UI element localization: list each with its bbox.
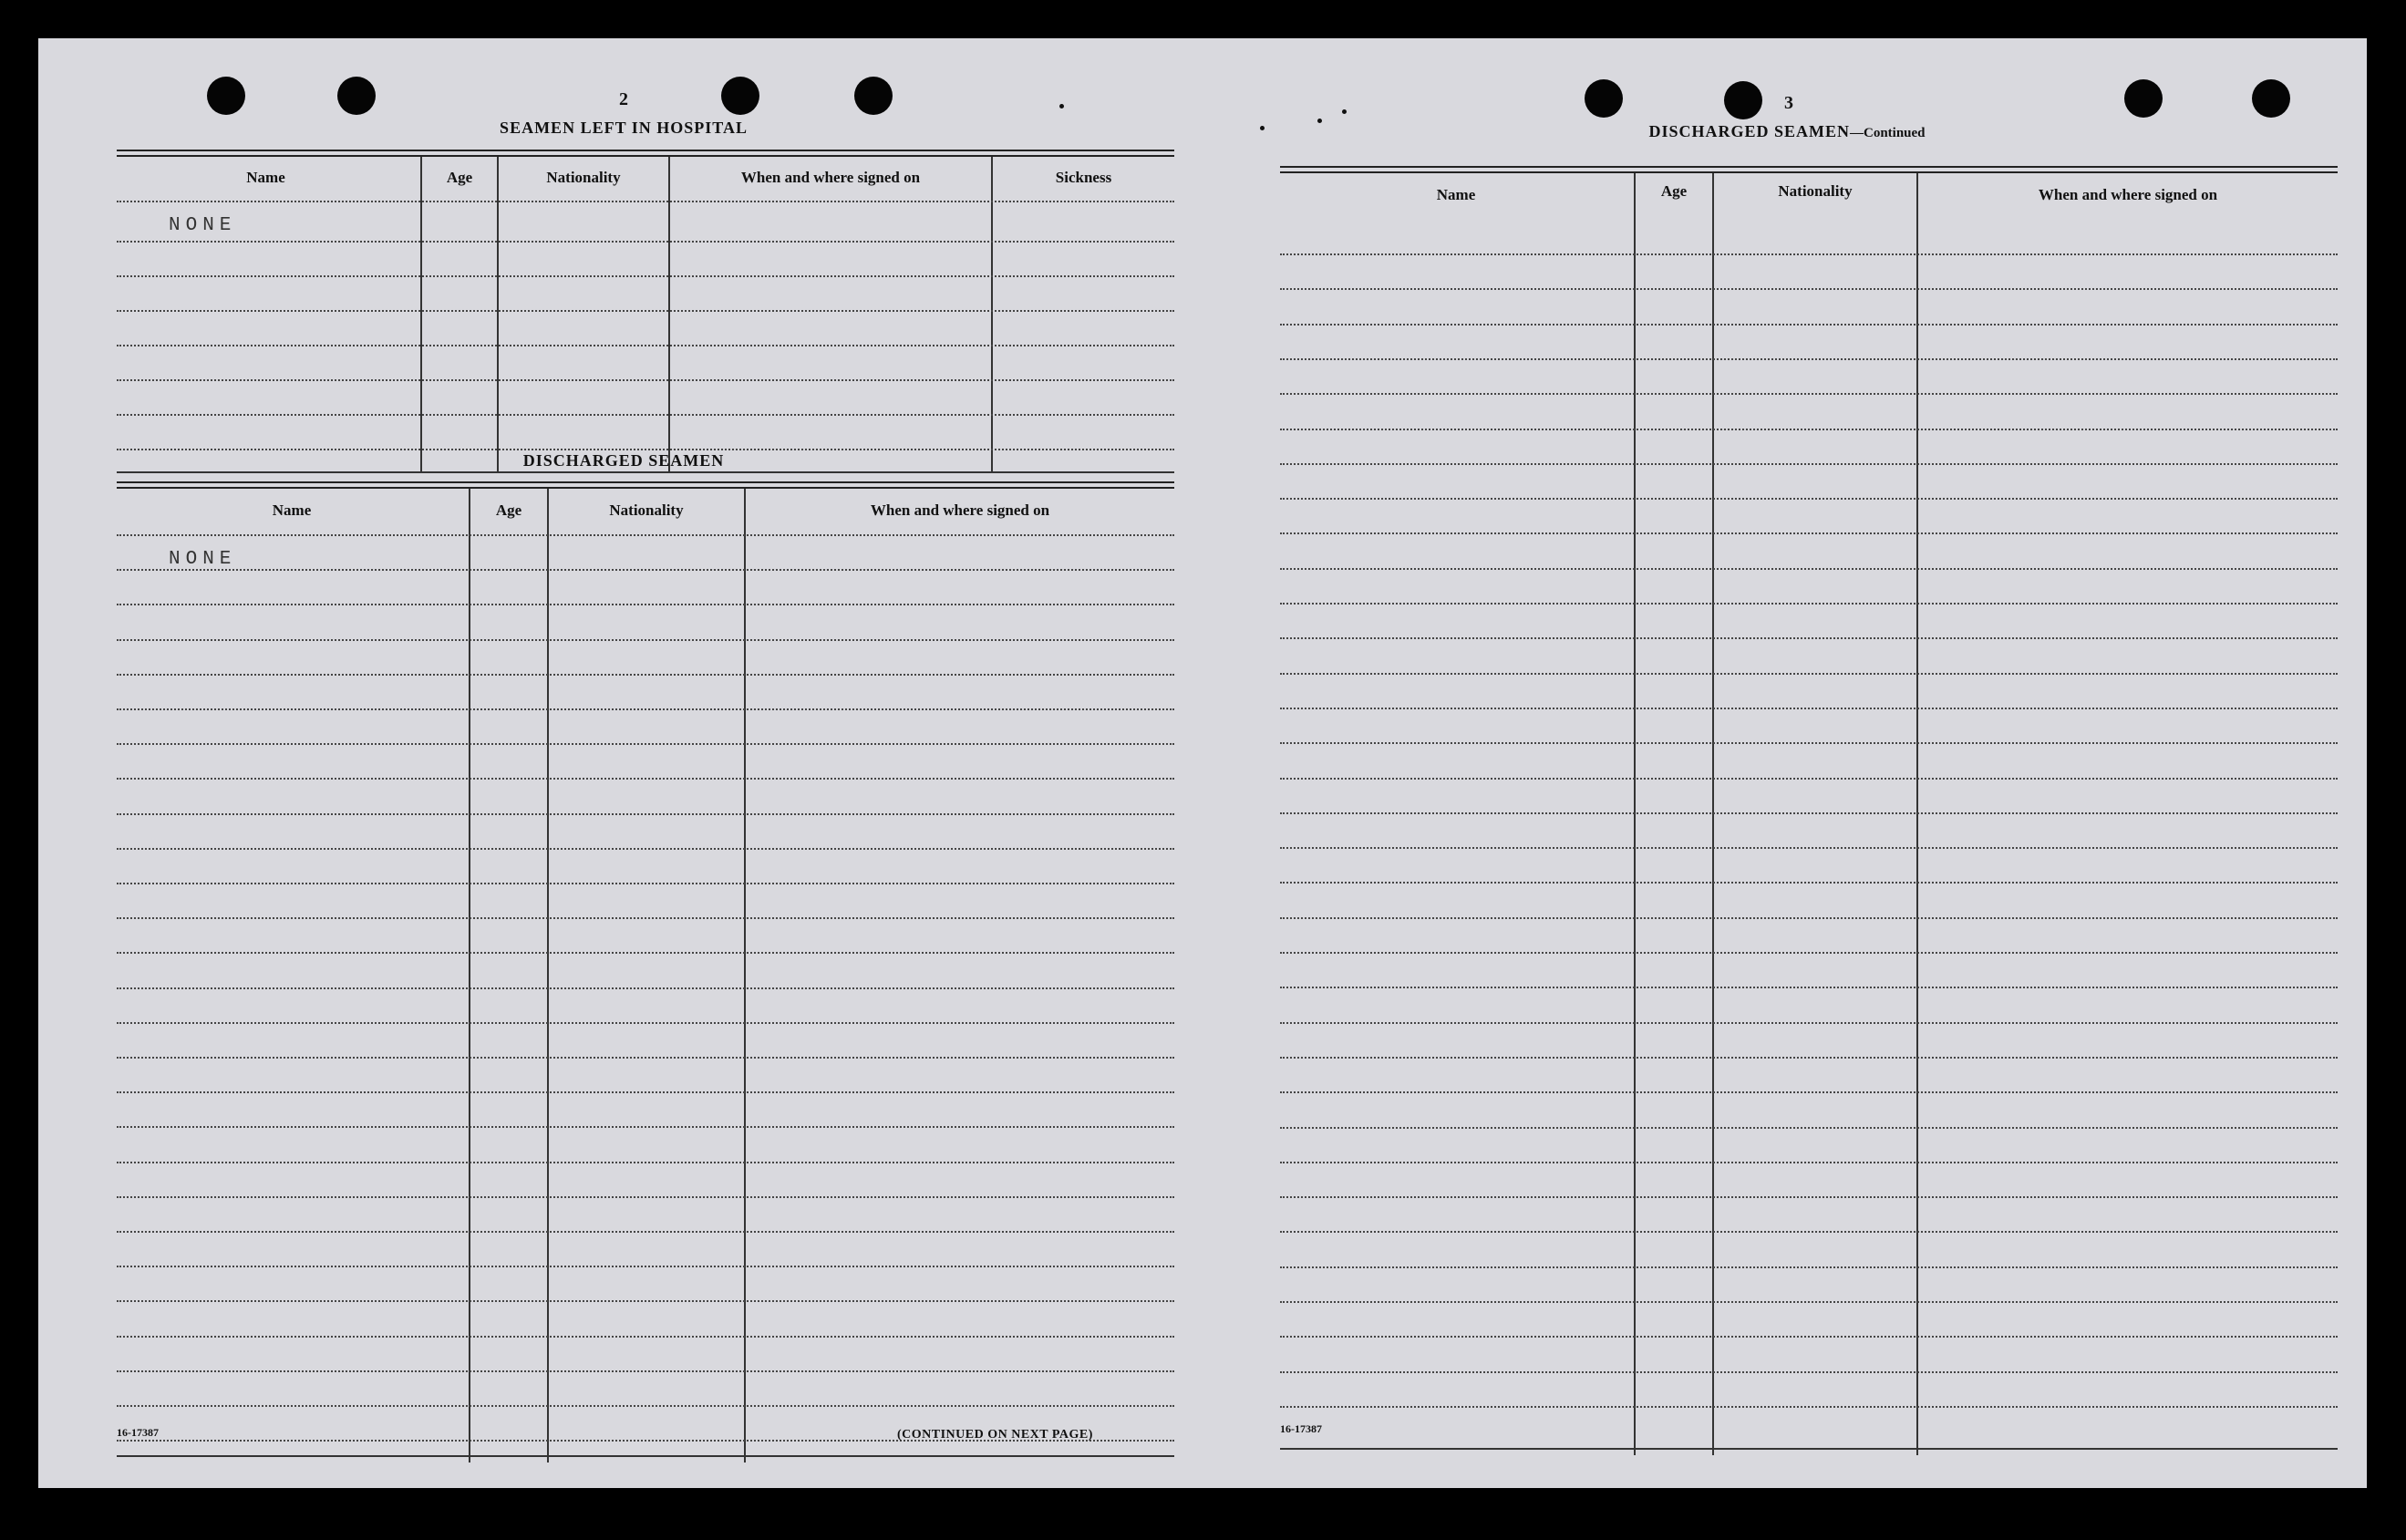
table-row-line <box>1280 1022 2338 1024</box>
table-row-line <box>117 1196 1174 1198</box>
col-header-age: Age <box>495 501 522 519</box>
table-row-line <box>1280 637 2338 639</box>
column-divider <box>1916 173 1918 1455</box>
table-row-line <box>1280 1127 2338 1129</box>
table-row-line <box>1280 812 2338 814</box>
table-bottom-line <box>117 1455 1174 1457</box>
table-row-line <box>1280 253 2338 255</box>
column-divider <box>547 489 549 1462</box>
table-row-line <box>1280 778 2338 780</box>
table-row-line <box>117 310 1174 312</box>
col-header-nationality: Nationality <box>546 169 621 186</box>
table-row-line <box>117 1126 1174 1128</box>
table-row-line <box>117 987 1174 989</box>
table-row-line <box>117 813 1174 815</box>
right-top-rule <box>1280 166 2338 168</box>
table-row-line <box>117 708 1174 710</box>
table-row-line <box>117 1091 1174 1093</box>
table-row-line <box>1280 463 2338 465</box>
table-row-line <box>117 1336 1174 1338</box>
page-number-right: 3 <box>1784 93 1793 113</box>
discharged-section-title: DISCHARGED SEAMEN <box>522 451 725 470</box>
table-row-line <box>117 345 1174 346</box>
column-divider <box>420 157 422 471</box>
discharged-continued-title <box>1648 122 1925 141</box>
table-row-line <box>117 414 1174 416</box>
col-header-nationality: Nationality <box>609 501 684 519</box>
hospital-top-rule <box>117 150 1174 151</box>
table-row-line <box>1280 358 2338 360</box>
table-row-line <box>117 674 1174 676</box>
form-number-right: 16-17387 <box>1280 1422 1322 1435</box>
table-row-line <box>1280 532 2338 534</box>
col-header-name: Name <box>272 501 312 519</box>
table-row-line <box>1280 603 2338 605</box>
table-bottom-line <box>117 471 1174 473</box>
col-header-age: Age <box>446 169 473 186</box>
punch-hole <box>2124 79 2163 118</box>
table-row-line <box>117 449 1174 450</box>
table-row-line <box>1280 742 2338 744</box>
table-row-line <box>1280 498 2338 500</box>
table-row-line <box>1280 1406 2338 1408</box>
punch-hole <box>2252 79 2290 118</box>
table-row-line <box>117 241 1174 243</box>
table-row-line <box>117 534 1174 536</box>
table-row-line <box>117 1266 1174 1267</box>
table-row-line <box>1280 324 2338 326</box>
table-row-line <box>1280 1162 2338 1163</box>
table-row-line <box>1280 1057 2338 1059</box>
title-main: DISCHARGED SEAMEN <box>1648 122 1850 140</box>
title-suffix: —Continued <box>1850 126 1926 140</box>
page-number-left: 2 <box>619 89 628 109</box>
col-header-nationality: Nationality <box>1778 182 1853 200</box>
col-header-name: Name <box>1436 186 1476 203</box>
ink-speck <box>1260 126 1265 130</box>
table-row-line <box>117 1405 1174 1407</box>
table-row-line <box>1280 847 2338 849</box>
discharged-top-rule <box>117 487 1174 489</box>
table-row-line <box>1280 1091 2338 1093</box>
punch-hole <box>854 77 893 115</box>
table-row-line <box>1280 1301 2338 1303</box>
hospital-entry-text: NONE <box>169 215 237 236</box>
column-divider <box>1634 173 1636 1455</box>
punch-hole <box>1585 79 1623 118</box>
table-row-line <box>117 952 1174 954</box>
ink-speck <box>1059 104 1064 109</box>
discharged-top-rule <box>117 481 1174 483</box>
col-header-age: Age <box>1660 182 1688 200</box>
punch-hole <box>721 77 759 115</box>
column-divider <box>744 489 746 1462</box>
col-header-signed-on: When and where signed on <box>2038 186 2218 203</box>
table-row-line <box>117 1370 1174 1372</box>
table-row-line <box>1280 917 2338 919</box>
col-header-sickness: Sickness <box>1055 169 1112 186</box>
hospital-section-title: SEAMEN LEFT IN HOSPITAL <box>500 119 748 137</box>
punch-hole <box>1724 81 1762 119</box>
table-row-line <box>117 1300 1174 1302</box>
punch-hole <box>207 77 245 115</box>
table-row-line <box>117 639 1174 641</box>
table-row-line <box>1280 708 2338 709</box>
column-divider <box>1712 173 1714 1455</box>
col-header-name: Name <box>246 169 285 186</box>
table-row-line <box>117 1162 1174 1163</box>
table-row-line <box>1280 1231 2338 1233</box>
table-row-line <box>117 275 1174 277</box>
table-row-line <box>1280 288 2338 290</box>
table-row-line <box>117 917 1174 919</box>
table-row-line <box>1280 429 2338 430</box>
column-divider <box>469 489 470 1462</box>
form-sheet <box>38 38 2367 1488</box>
col-header-signed-on: When and where signed on <box>740 169 921 186</box>
table-row-line <box>1280 393 2338 395</box>
table-row-line <box>117 778 1174 780</box>
table-row-line <box>117 604 1174 605</box>
discharged-entry-text: NONE <box>169 549 237 570</box>
table-row-line <box>1280 952 2338 954</box>
table-row-line <box>117 201 1174 202</box>
table-row-line <box>117 569 1174 571</box>
table-row-line <box>1280 987 2338 988</box>
hospital-top-rule <box>117 155 1174 157</box>
form-number-left: 16-17387 <box>117 1426 159 1439</box>
ink-speck <box>1317 119 1322 123</box>
col-header-signed-on: When and where signed on <box>870 501 1050 519</box>
column-divider <box>497 157 499 471</box>
continued-note: (CONTINUED ON NEXT PAGE) <box>897 1428 1093 1442</box>
right-top-rule <box>1280 171 2338 173</box>
table-row-line <box>1280 882 2338 884</box>
table-row-line <box>117 883 1174 884</box>
column-divider <box>668 157 670 471</box>
table-row-line <box>117 1022 1174 1024</box>
table-row-line <box>117 379 1174 381</box>
table-row-line <box>1280 1371 2338 1373</box>
table-row-line <box>1280 1196 2338 1198</box>
table-bottom-line <box>1280 1448 2338 1450</box>
table-row-line <box>117 743 1174 745</box>
table-row-line <box>117 848 1174 850</box>
ink-speck <box>1342 109 1347 114</box>
column-divider <box>991 157 993 471</box>
table-row-line <box>1280 673 2338 675</box>
table-row-line <box>1280 1266 2338 1268</box>
table-row-line <box>117 1057 1174 1059</box>
table-row-line <box>1280 1336 2338 1338</box>
table-row-line <box>1280 568 2338 570</box>
punch-hole <box>337 77 376 115</box>
table-row-line <box>117 1231 1174 1233</box>
